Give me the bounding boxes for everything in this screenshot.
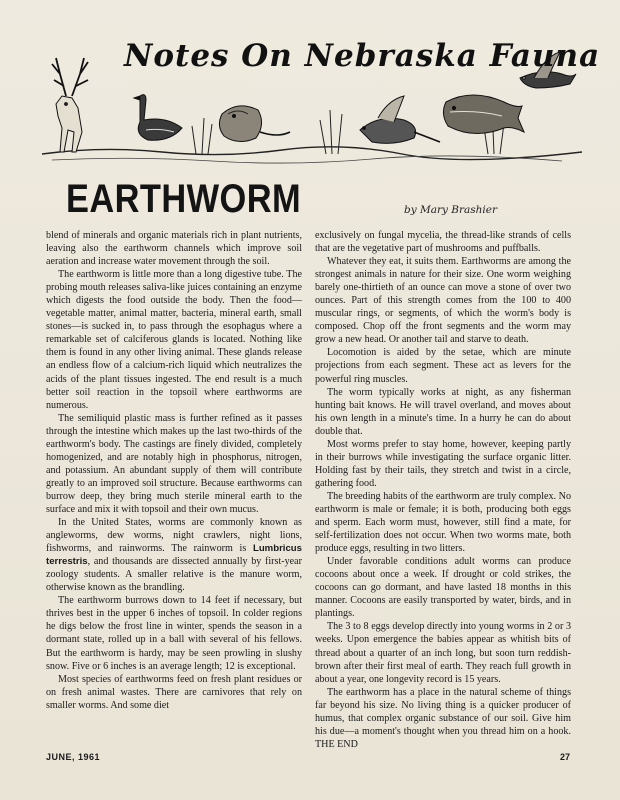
- right-column: [315, 229, 571, 751]
- paragraph: The semiliquid plastic mass is further refined as it passes through the intestine which makes up the last two-thirds of the earthworm's body. The castings are finely divided, completely homogenized, and are notably high in phosphorus, nitrogen, and potassium. An abundant supply of them will contribute greatly to an improved soil structure. Because earthworms can burrow deep, they bring much sterile mineral earth to the surface and mix it with topsoil and their own mucus.: [46, 412, 302, 515]
- paragraph: Whatever they eat, it suits them. Earthworms are among the strongest animals in nature for their size. One worm weighing barely one-thirtieth of an ounce can move a stone of over two ounces. Part of this strength comes from the 100 to 400 muscular rings, or segments, of which the worm's body is composed. Chop off the front segments and the worm may grow a new head. Or another tail and starve to death.: [315, 256, 571, 346]
- scientific-name: Lumbricus terrestris: [46, 543, 302, 568]
- paragraph: Under favorable conditions adult worms can produce cocoons about once a week. If drought or cold strikes, the cocoons can go dormant, and have lasted 18 months in this manner. Cocoons are easily transported by water, birds, and in plantings.: [315, 556, 571, 620]
- paragraph: exclusively on fungal mycelia, the thread-like strands of cells that are the vegetative part of mushrooms and puffballs.: [315, 230, 571, 255]
- paragraph: The earthworm is little more than a long digestive tube. The probing mouth releases saliva-like juices containing an enzyme which digests the food outside the body. Then the food—vegetable matter, animal matter, bacteria, mineral earth, small stones—is sucked in, to pass through the esophagus where a remarkable set of calciferous glands is located. Nothing like them is found in any other living animal. These glands release an endless flow of a calcium-rich liquid which neutralizes the acids of the plant tissues ingested. The end result is a much better soil reaction in the topsoil where earthworms are numerous.: [46, 269, 302, 411]
- paragraph: The breeding habits of the earthworm are truly complex. No earthworm is male or female; it is both, producing both eggs and sperm. Each worm must, however, still find a mate, for self-fertilization does not occur. When two worms mate, both produce eggs, resulting in two litters.: [315, 490, 571, 555]
- paragraph: Most worms prefer to stay home, however, keeping partly in their burrows while investigating the surface organic litter. Holding fast by their tails, they stretch and twist in a circle, gathering food.: [315, 438, 571, 489]
- deer-icon: [52, 58, 88, 152]
- paragraph: The worm typically works at night, as any fisherman hunting bait knows. He will travel overland, and moves about his own length in a minute's time. In a hurry he can do about double that.: [315, 386, 571, 437]
- banner-title: Notes On Nebraska Fauna: [124, 38, 601, 74]
- paragraph-text: In the United States, worms are commonly known as angleworms, dew worms, night crawlers, night lions, fishworms, and rainworms. The rainworm is: [46, 517, 302, 555]
- beaver-icon: [219, 106, 290, 142]
- fish-icon: [443, 95, 524, 134]
- paragraph: Locomotion is aided by the setae, which are minute projections from each segment. These act as levers for the powerful ring muscles.: [315, 347, 571, 385]
- paragraph: [46, 516, 302, 594]
- paragraph: The earthworm burrows down to 14 feet if necessary, but thrives best in the upper 6 inches of topsoil. In colder regions he digs below the frost line in winter, spends the season in a dormant state, rolled up in a ball with several of his fellows. But the earthworm is hardy, may be seen prowling in slushy snow. Five or 6 inches is an average length; 12 is exceptional.: [46, 595, 302, 672]
- page-number: 27: [560, 752, 571, 762]
- paragraph: The earthworm has a place in the natural scheme of things far beyond his size. No living thing is a quicker producer of humus, that complex organic substance of our soil. Give him his due—a moment's thought when you thread him on a hook. THE END: [315, 686, 571, 750]
- header-banner: [42, 34, 601, 170]
- article-title: EARTHWORM: [66, 177, 302, 221]
- pheasant-icon: [360, 96, 440, 143]
- issue-date: JUNE, 1961: [46, 752, 101, 762]
- paragraph-text: , and thousands are dissected annually by first-year zoology students. A smaller relative is the manure worm, otherwise known as the brandling.: [46, 556, 302, 594]
- article-byline: by Mary Brashier: [404, 204, 498, 216]
- left-column: [46, 229, 302, 712]
- goose-icon: [134, 95, 182, 141]
- paragraph: blend of minerals and organic materials rich in plant nutrients, leaving also the earthworm channels which improve soil aeration and increase water movement through the soil.: [46, 230, 302, 268]
- paragraph: Most species of earthworms feed on fresh plant residues or on fresh animal wastes. There are carnivores that rely on smaller worms. And some diet: [46, 673, 302, 711]
- paragraph: The 3 to 8 eggs develop directly into young worms in 2 or 3 weeks. Upon emergence the babies appear as whitish bits of thread about a quarter of an inch long, but soon turn reddish-brown after their first meal of earth. They reach full growth in about a year, one longevity record is 15 years.: [315, 621, 571, 685]
